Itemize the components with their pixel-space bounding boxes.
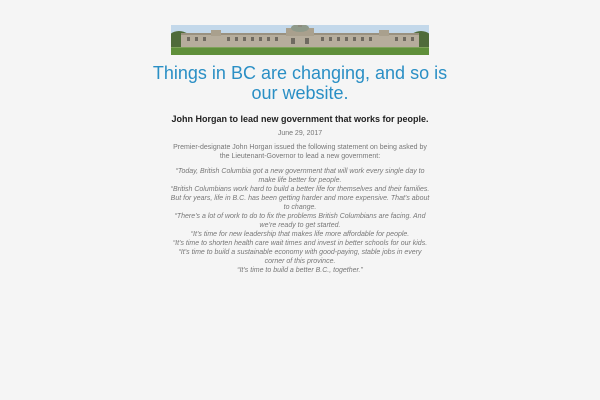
page-headline: Things in BC are changing, and so is our website. <box>152 63 448 103</box>
quote-paragraph: “It’s time to shorten health care wait times and invest in better schools for our kids. <box>172 240 428 247</box>
quote-paragraph: “There’s a lot of work to do to fix the problems British Columbians are facing. And we’re ready to get started. <box>174 213 426 229</box>
legislature-building-image <box>171 25 429 55</box>
quote-paragraph: “British Columbians work hard to build a better life for themselves and their families. But for years, life in B.C. has been getting harder and more expensive. That’s about to change. <box>170 186 430 211</box>
article-intro: Premier-designate John Horgan issued the following statement on being asked by the Lieutenant-Governor to lead a new government: <box>173 144 427 160</box>
legislature-banner-image <box>171 25 429 55</box>
quote-paragraph: “Today, British Columbia got a new government that will work every single day to make life better for people. <box>175 168 425 184</box>
quote-paragraph: “It’s time to build a better B.C., together.” <box>237 267 363 274</box>
article-date: June 29, 2017 <box>277 130 323 137</box>
quote-paragraph: “It’s time to build a sustainable economy with good-paying, stable jobs in every corner of this province. <box>178 249 422 265</box>
article-title: John Horgan to lead new government that works for people. <box>171 114 429 124</box>
quote-paragraph: “It’s time for new leadership that makes life more affordable for people. <box>190 231 410 238</box>
news-article <box>170 114 430 275</box>
